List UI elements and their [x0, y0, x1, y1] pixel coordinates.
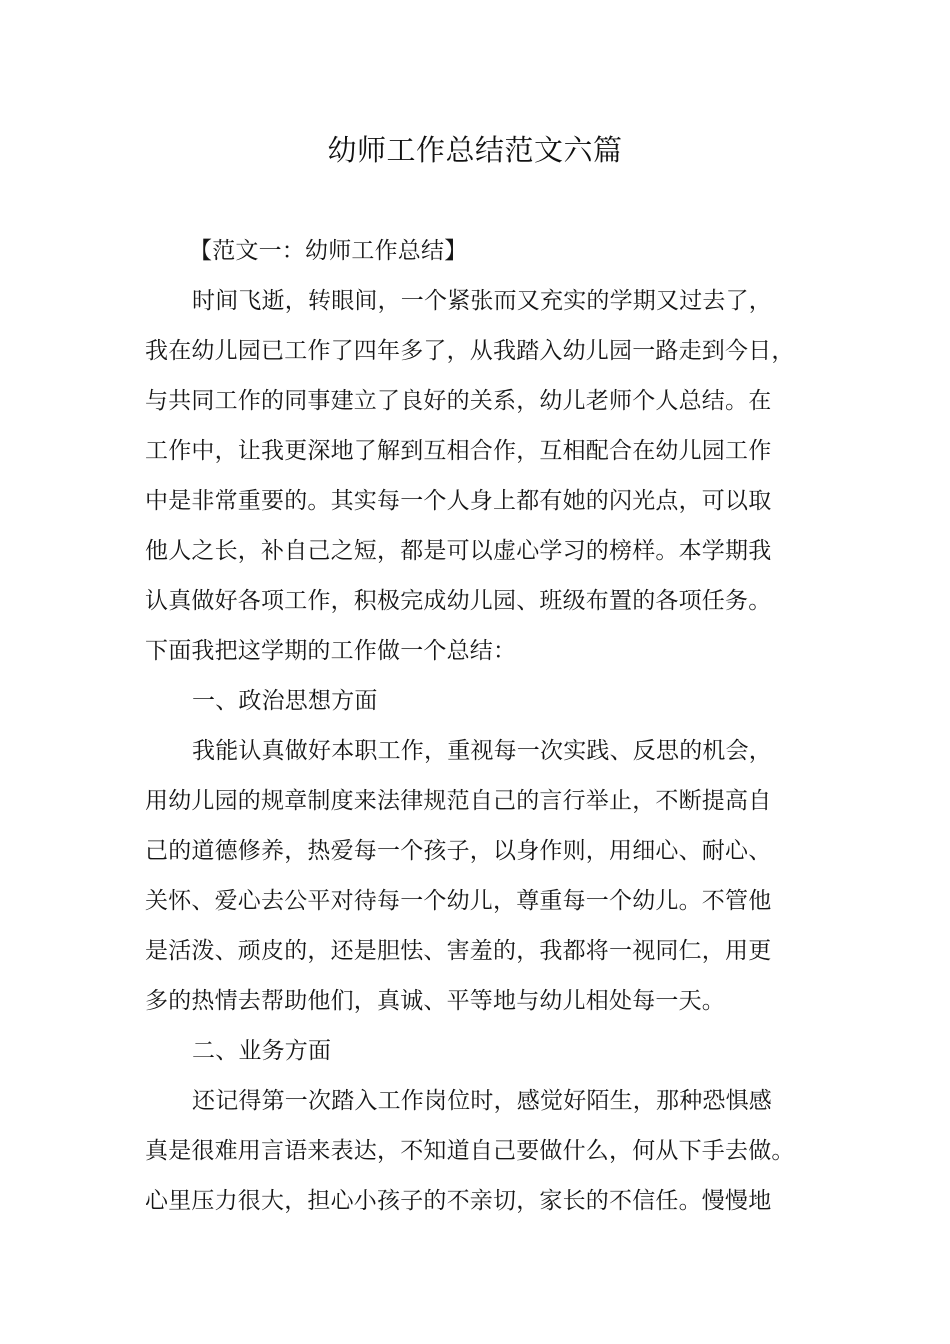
text-line: 他人之长，补自己之短，都是可以虚心学习的榜样。本学期我: [145, 538, 772, 564]
text-line: 关怀、爱心去公平对待每一个幼儿，尊重每一个幼儿。不管他: [145, 888, 772, 914]
paragraph-lines: [145, 276, 825, 1226]
text-line: 认真做好各项工作，积极完成幼儿园、班级布置的各项任务。: [145, 588, 772, 614]
text-line: 下面我把这学期的工作做一个总结：: [145, 638, 517, 664]
text-line: 时间飞逝，转眼间，一个紧张而又充实的学期又过去了，: [192, 288, 772, 314]
text-line: 我在幼儿园已工作了四年多了，从我踏入幼儿园一路走到今日，: [145, 338, 795, 364]
text-line: 多的热情去帮助他们，真诚、平等地与幼儿相处每一天。: [145, 988, 725, 1014]
text-line: 一、政治思想方面: [192, 688, 378, 714]
text-line: 与共同工作的同事建立了良好的关系，幼儿老师个人总结。在: [145, 388, 772, 414]
text-line: 二、业务方面: [192, 1038, 332, 1064]
text-line: 是活泼、顽皮的，还是胆怯、害羞的，我都将一视同仁，用更: [145, 938, 772, 964]
text-line: 工作中，让我更深地了解到互相合作，互相配合在幼儿园工作: [145, 438, 772, 464]
document-body: [145, 226, 825, 1226]
document-title: 幼师工作总结范文六篇: [327, 133, 623, 167]
text-line: 己的道德修养，热爱每一个孩子，以身作则，用细心、耐心、: [145, 838, 772, 864]
text-line: 我能认真做好本职工作，重视每一次实践、反思的机会，: [192, 738, 772, 764]
section-heading: 【范文一：幼师工作总结】: [189, 238, 468, 264]
text-line: 心里压力很大，担心小孩子的不亲切，家长的不信任。慢慢地: [145, 1188, 772, 1214]
text-line: 用幼儿园的规章制度来法律规范自己的言行举止，不断提高自: [145, 788, 772, 814]
text-line: 还记得第一次踏入工作岗位时，感觉好陌生，那种恐惧感: [192, 1088, 772, 1114]
text-line: 真是很难用言语来表达，不知道自己要做什么，何从下手去做。: [145, 1138, 795, 1164]
text-line: 中是非常重要的。其实每一个人身上都有她的闪光点，可以取: [145, 488, 772, 514]
